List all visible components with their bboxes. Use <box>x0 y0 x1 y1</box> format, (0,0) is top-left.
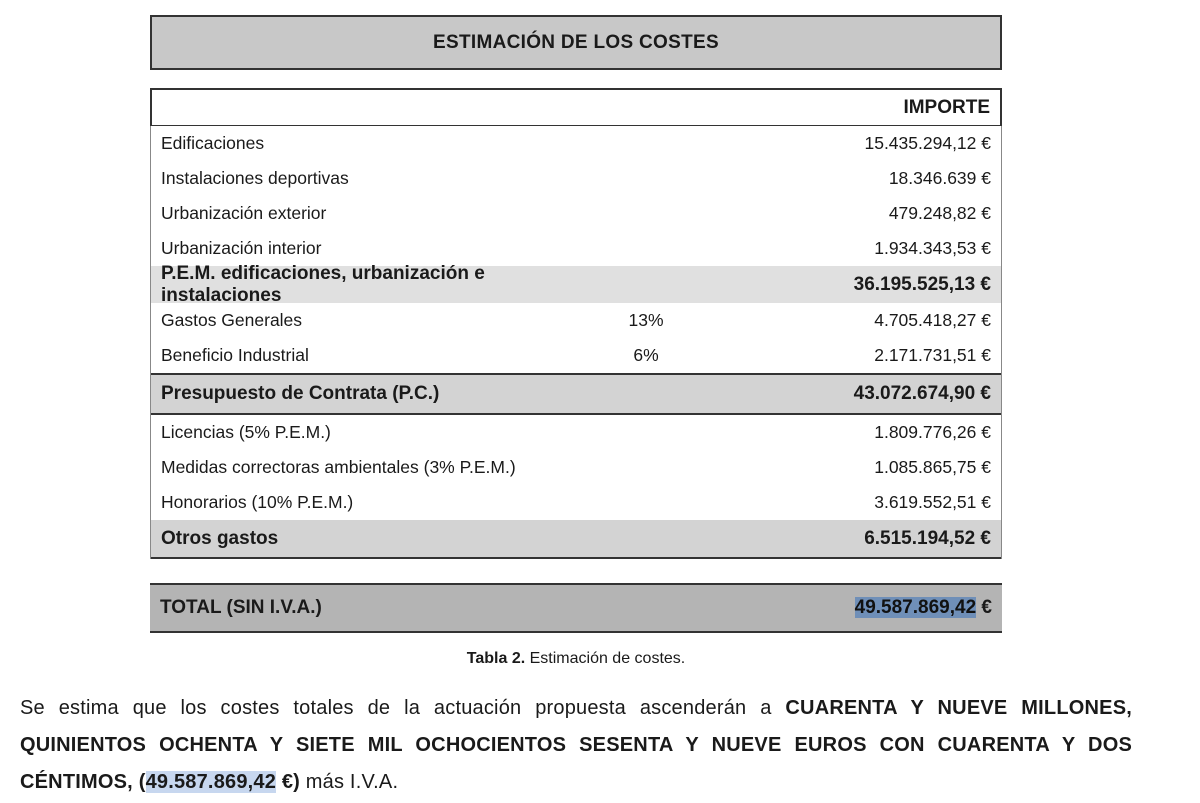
row-amount: 18.346.639 € <box>888 168 991 188</box>
cost-table <box>150 88 1002 559</box>
row-label: P.E.M. edificaciones, urbanización e instalaciones <box>161 262 485 306</box>
subtotal-row-otros <box>151 520 1001 559</box>
table-row <box>151 196 1001 231</box>
para-amount-words: CUARENTA Y NUEVE MILLONES, QUINIENTOS OCHENTA Y SIETE MIL OCHOCIENTOS SESENTA Y NUEVE EUROS CON CUARENTA Y DOS CÉNTIMOS, <box>20 697 1132 793</box>
row-label: Honorarios (10% P.E.M.) <box>161 492 354 512</box>
row-label: Beneficio Industrial <box>161 345 309 365</box>
row-label: Licencias (5% P.E.M.) <box>161 422 331 442</box>
table-row <box>151 303 1001 338</box>
row-label: Otros gastos <box>161 527 279 549</box>
row-amount: 1.085.865,75 € <box>874 457 991 477</box>
para-amount-suffix: €) <box>281 771 301 793</box>
para-open-paren: ( <box>138 771 146 793</box>
caption-text: Estimación de costes. <box>529 650 686 667</box>
para-tail: más I.V.A. <box>305 771 399 793</box>
row-amount: 36.195.525,13 € <box>853 273 991 295</box>
row-percent: 13% <box>628 310 664 330</box>
row-label: Medidas correctoras ambientales (3% P.E.M.) <box>161 457 516 477</box>
summary-paragraph <box>20 690 1132 801</box>
table-row <box>151 161 1001 196</box>
table-row <box>151 338 1001 373</box>
total-currency: € <box>981 597 992 618</box>
row-label: Urbanización interior <box>161 238 322 258</box>
row-label: Presupuesto de Contrata (P.C.) <box>161 383 440 404</box>
row-amount: 3.619.552,51 € <box>874 492 991 512</box>
subtotal-row-pem <box>151 262 1001 306</box>
row-percent: 6% <box>633 345 659 365</box>
row-amount: 1.934.343,53 € <box>874 238 991 258</box>
table-caption <box>0 650 1152 668</box>
row-amount: 6.515.194,52 € <box>864 527 991 549</box>
table-title: ESTIMACIÓN DE LOS COSTES <box>150 15 1002 70</box>
table-row <box>151 231 1001 266</box>
row-amount: 43.072.674,90 € <box>853 383 991 404</box>
total-value-highlighted[interactable]: 49.587.869,42 <box>854 597 977 618</box>
total-amount <box>855 597 1002 619</box>
subtotal-row-contrata <box>151 373 1001 415</box>
total-row <box>150 583 1002 633</box>
table-body <box>150 126 1002 559</box>
row-label: Gastos Generales <box>161 310 303 330</box>
row-amount: 479.248,82 € <box>888 203 991 223</box>
row-label: Urbanización exterior <box>161 203 327 223</box>
row-amount: 2.171.731,51 € <box>874 345 991 365</box>
caption-prefix: Tabla 2. <box>466 650 526 667</box>
table-header <box>150 88 1002 126</box>
para-intro: Se estima que los costes totales de la actuación propuesta ascenderán a <box>20 697 772 719</box>
total-label: TOTAL (SIN I.V.A.) <box>160 597 322 618</box>
table-row <box>151 450 1001 485</box>
row-amount: 4.705.418,27 € <box>874 310 991 330</box>
header-amount: IMPORTE <box>903 96 990 118</box>
para-amount-number[interactable]: 49.587.869,42 <box>145 771 277 793</box>
table-row <box>151 415 1001 450</box>
row-amount: 1.809.776,26 € <box>874 422 991 442</box>
table-row <box>151 126 1001 161</box>
row-label: Instalaciones deportivas <box>161 168 349 188</box>
row-amount: 15.435.294,12 € <box>864 133 991 153</box>
table-row <box>151 485 1001 520</box>
row-label: Edificaciones <box>161 133 265 153</box>
